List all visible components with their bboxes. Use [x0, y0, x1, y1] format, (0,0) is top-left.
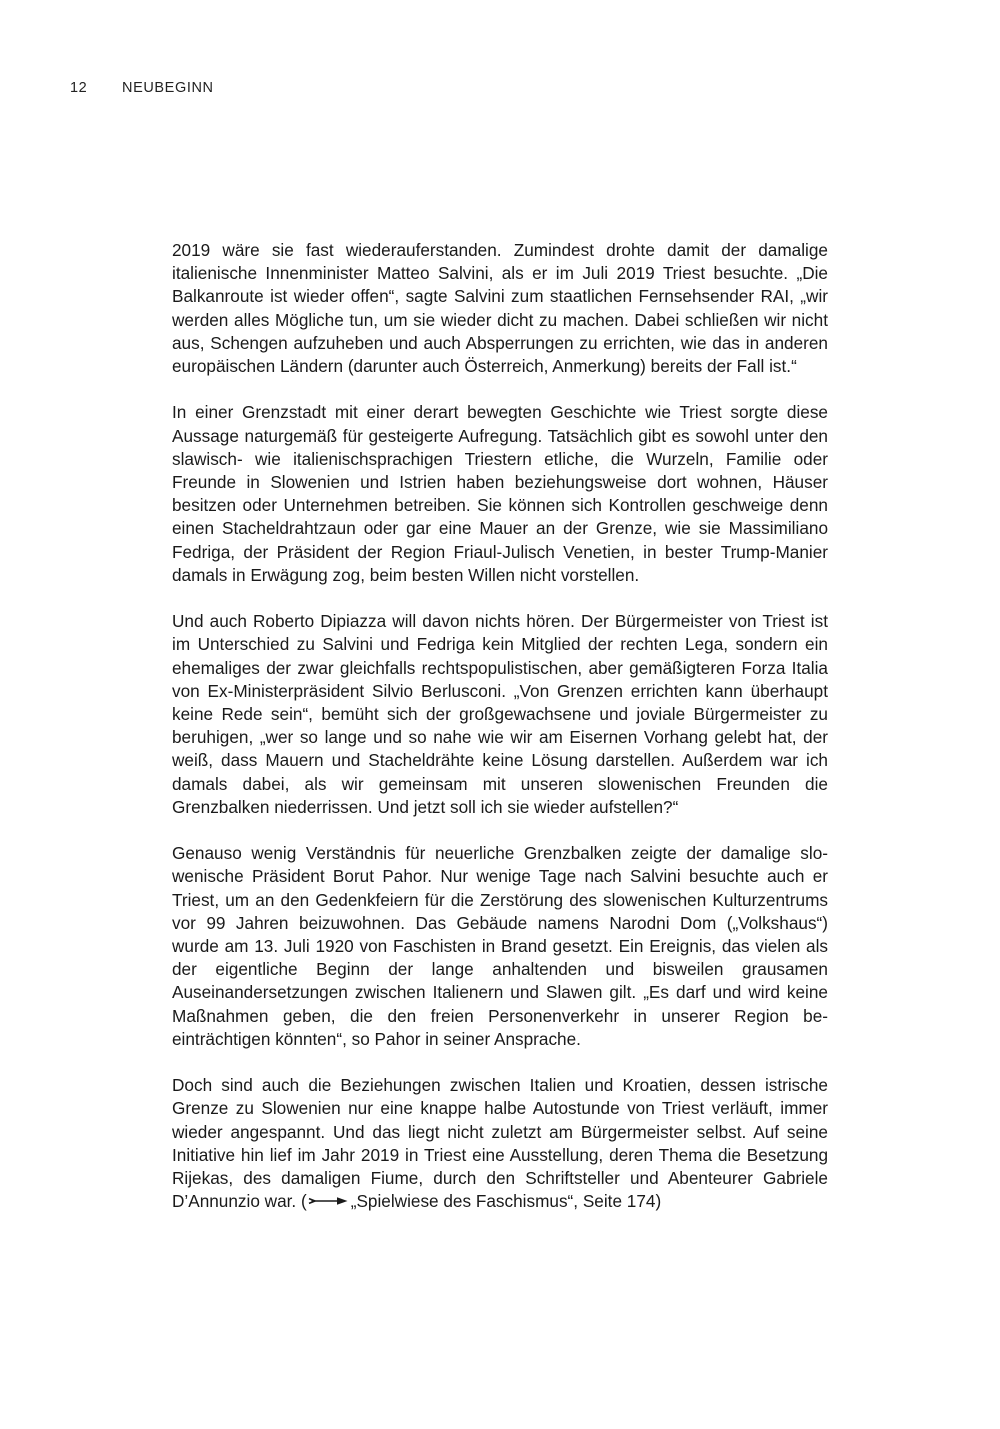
cross-reference-text: „Spielwiese des Faschismus“, Seite 174)	[350, 1191, 662, 1212]
section-title: NEUBEGINN	[122, 80, 214, 96]
paragraph-3: Und auch Roberto Dipiazza will davon nichts hören. Der Bürgermeister von Triest ist im Unterschied zu Salvini und Fedriga kein Mitglied der rechten Lega, sondern ein ehemaliges der zwar gleichfalls rechtspopulistischen, aber gemäßigteren Forza Italia von Ex-Ministerpräsident Silvio Berlusconi. „Von Grenzen errichten kann überhaupt keine Rede sein“, bemüht sich der großgewachsene und joviale Bürgermeister zu beruhigen, „wer so lange und so nahe wie wir am Eisernen Vorhang gelebt hat, der weiß, dass Mauern und Stacheldrähte keine Lösung darstellen. Außerdem war ich damals dabei, als wir gemeinsam mit unseren slowenischen Freunden die Grenzbalken niederrissen. Und jetzt soll ich sie wieder aufstellen?“	[172, 611, 828, 817]
running-header	[70, 80, 214, 96]
paragraph-5	[172, 1074, 828, 1213]
cross-reference-open-paren: (	[300, 1191, 307, 1212]
paragraph-2: In einer Grenzstadt mit einer derart bewegten Geschichte wie Triest sorgte diese Aussage naturgemäß für gesteigerte Aufregung. Tatsächlich gibt es sowohl unter den slawisch- wie italienischsprachigen Triestern etliche, die Wurzeln, Familie oder Freunde in Slowenien und Istrien haben beziehungsweise dort wohnen, Häuser besitzen oder Unternehmen betreiben. Sie können sich Kontrollen geschweige denn einen Stacheldrahtzaun oder gar eine Mauer an der Grenze, wie sie Massimiliano Fedriga, der Präsident der Region Friaul-Julisch Venetien, in bester Trump-Manier damals in Erwägung zog, beim besten Willen nicht vorstellen.	[172, 402, 828, 585]
cross-reference[interactable]	[301, 1191, 661, 1211]
paragraph-4: Genauso wenig Verständnis für neuerliche Grenzbalken zeigte der damalige slowenische Präsident Borut Pahor. Nur wenige Tage nach Salvini besuchte auch er Triest, um an den Gedenkfeiern für die Zerstörung des slowenischen Kulturzentrums vor 99 Jahren beizuwohnen. Das Gebäude namens Narodni Dom („Volkshaus“) wurde am 13. Juli 1920 von Faschisten in Brand gesetzt. Ein Ereignis, das vielen als der eigentliche Beginn der lange anhaltenden und bisweilen grausamen Auseinandersetzungen zwischen Italienern und Slawen gilt. „Es darf und wird keine Maßnahmen geben, die den freien Personenverkehr in unserer Region beeinträchtigen könnten“, so Pahor in seiner Ansprache.	[172, 843, 828, 1049]
paragraph-5-text: Doch sind auch die Beziehungen zwischen Italien und Kroatien, dessen istrische Grenze zu Slowenien nur eine knappe halbe Autostunde von Triest verläuft, immer wieder angespannt. Und das liegt nicht zuletzt am Bürgermeister selbst. Auf seine Initiative hin lief im Jahr 2019 in Triest eine Ausstellung, deren Thema die Besetzung Rijekas, des damaligen Fiume, durch den Schriftsteller und Abenteurer Gabriele D’Annunzio war.	[172, 1075, 828, 1212]
body-text	[172, 239, 828, 1213]
arrow-right-icon	[308, 1196, 348, 1206]
page-number: 12	[70, 80, 88, 96]
paragraph-1: 2019 wäre sie fast wiederauferstanden. Zumindest drohte damit der damalige italienische Innenminister Matteo Salvini, als er im Juli 2019 Triest besuchte. „Die Balkanroute ist wieder offen“, sagte Salvini zum staatlichen Fernsehsender RAI, „wir werden alles Mögliche tun, um sie wieder dicht zu machen. Dabei schließen wir nicht aus, Schengen aufzuheben und auch Absperrungen zu errichten, wie das in anderen europäischen Ländern (darunter auch Österreich, Anmerkung) bereits der Fall ist.“	[172, 240, 828, 377]
